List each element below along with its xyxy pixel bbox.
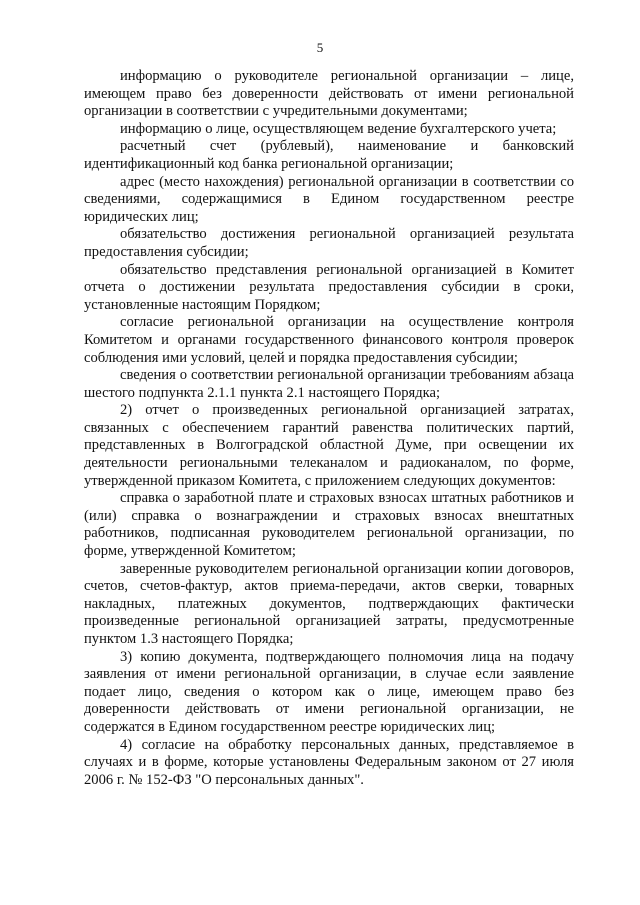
paragraph-result-obligation: обязательство достижения региональной организацией результата предоставления субсидии; xyxy=(84,226,574,260)
paragraph-control-consent: согласие региональной организации на осуществление контроля Комитетом и органами государственного финансового контроля проверок соблюдения ими условий, целей и порядка предоставления субсидии; xyxy=(84,314,574,366)
paragraph-compliance-info: сведения о соответствии региональной организации требованиям абзаца шестого подпункта 2.1.1 пункта 2.1 настоящего Порядка; xyxy=(84,367,574,401)
paragraph-report-obligation: обязательство представления региональной организацией в Комитет отчета о достижении результата предоставления субсидии в сроки, установленные настоящим Порядком; xyxy=(84,261,574,313)
paragraph-manager-info: информацию о руководителе региональной организации – лице, имеющем право без доверенности действовать от имени региональной организации в соответствии с учредительными документами; xyxy=(84,68,574,120)
document-body xyxy=(84,68,574,789)
page-number: 5 xyxy=(316,40,324,55)
paragraph-item-2-report: 2) отчет о произведенных региональной организацией затратах, связанных с обеспечением гарантий равенства политических партий, представленных в Волгоградской областной Думе, при освещении их деятельности региональными телеканалом и радиоканалом, по форме, утвержденной приказом Комитета, с приложением следующих документов: xyxy=(84,402,574,489)
paragraph-bank-account: расчетный счет (рублевый), наименование и банковский идентификационный код банка региональной организации; xyxy=(84,138,574,172)
paragraph-accountant-info: информацию о лице, осуществляющем ведение бухгалтерского учета; xyxy=(120,120,557,137)
paragraph-salary-certificate: справка о заработной плате и страховых взносах штатных работников и (или) справка о вознаграждении и страховых взносах внештатных работников, подписанная руководителем региональной организации, по форме, утвержденной Комитетом; xyxy=(84,490,574,560)
paragraph-item-4-consent: 4) согласие на обработку персональных данных, представляемое в случаях и в форме, которые установлены Федеральным законом от 27 июля 2006 г. № 152-ФЗ "О персональных данных". xyxy=(84,736,574,788)
paragraph-item-3-authority: 3) копию документа, подтверждающего полномочия лица на подачу заявления от имени региональной организации, в случае если заявление подает лицо, сведения о котором как о лице, имеющем право без доверенности действовать от имени региональной организации, не содержатся в Едином государственном реестре юридических лиц; xyxy=(84,648,574,735)
paragraph-certified-copies: заверенные руководителем региональной организации копии договоров, счетов, счетов-фактур, актов приема-передачи, актов сверки, товарных накладных, платежных документов, подтверждающих фактически произведенные региональной организацией затраты, предусмотренные пунктом 1.3 настоящего Порядка; xyxy=(84,560,574,647)
paragraph-address: адрес (место нахождения) региональной организации в соответствии со сведениями, содержащимися в Едином государственном реестре юридических лиц; xyxy=(84,173,574,225)
